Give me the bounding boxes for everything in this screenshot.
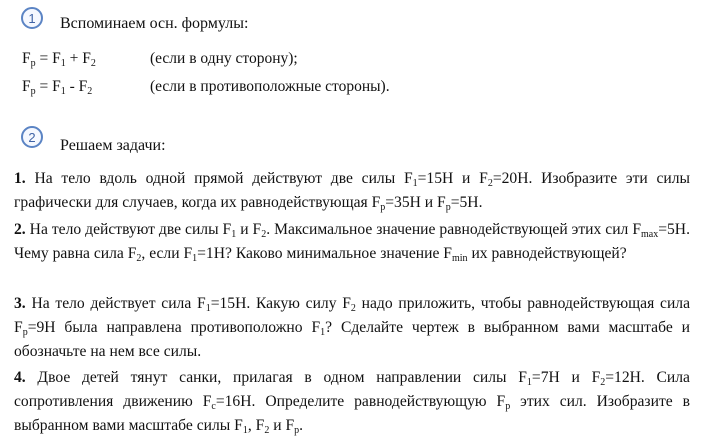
problem-number: 4. — [14, 369, 26, 386]
problem-1: 1. На тело вдоль одной прямой действуют две силы $F_1=15Н$ и $F_2=20Н$. Изобразите эти силы графически для случаев, когда их равнодействующая $F_р=35Н$ и $F_р=5Н$. — [14, 170, 691, 213]
formula-row-diff: $F_р = F_1 - F_2$ — [22, 78, 93, 97]
formula-note-diff: (если в противоположные стороны). — [150, 78, 390, 95]
section-number: 2 — [28, 129, 36, 145]
formula-note-sum: (если в одну сторону); — [150, 50, 298, 67]
formula-row-sum: $F_р = F_1 + F_2$ — [22, 50, 96, 69]
section-title-formulas: Вспоминаем осн. формулы: — [60, 15, 249, 32]
problem-number: 2. — [14, 221, 26, 238]
section-title-problems: Решаем задачи: — [60, 137, 166, 154]
section-number: 1 — [28, 10, 36, 26]
problem-number: 3. — [14, 295, 26, 312]
section-number-badge-1 — [21, 7, 43, 29]
problem-3: 3. На тело действует сила $F_1=15Н$. Какую силу $F_2$ надо приложить, чтобы равнодействующая сила $F_р=9Н$ была направлена противоположно $F_1$? Сделайте чертеж в выбранном вами масштабе и обозначьте на нем все силы. — [14, 295, 690, 360]
section-number-badge-2 — [21, 126, 43, 148]
problem-number: 1. — [14, 170, 26, 187]
problem-4: 4. Двое детей тянут санки, прилагая в одном направлении силы $F_1=7Н$ и $F_2=12Н$. Сила сопротивления движению $F_с=16Н$. Определите равнодействующую $F_р$ этих сил. Изобразите в выбранном вами масштабе силы $F_1$, $F_2$ и $F_р$. — [14, 369, 690, 436]
problem-2: 2. На тело действуют две силы $F_1$ и $F_2$. Максимальное значение равнодействующей этих сил $F_{max}=5Н$. Чему равна сила $F_2$, если $F_1=1Н$? Каково минимальное значение $F_{min}$ их равнодействующей? — [14, 221, 690, 264]
